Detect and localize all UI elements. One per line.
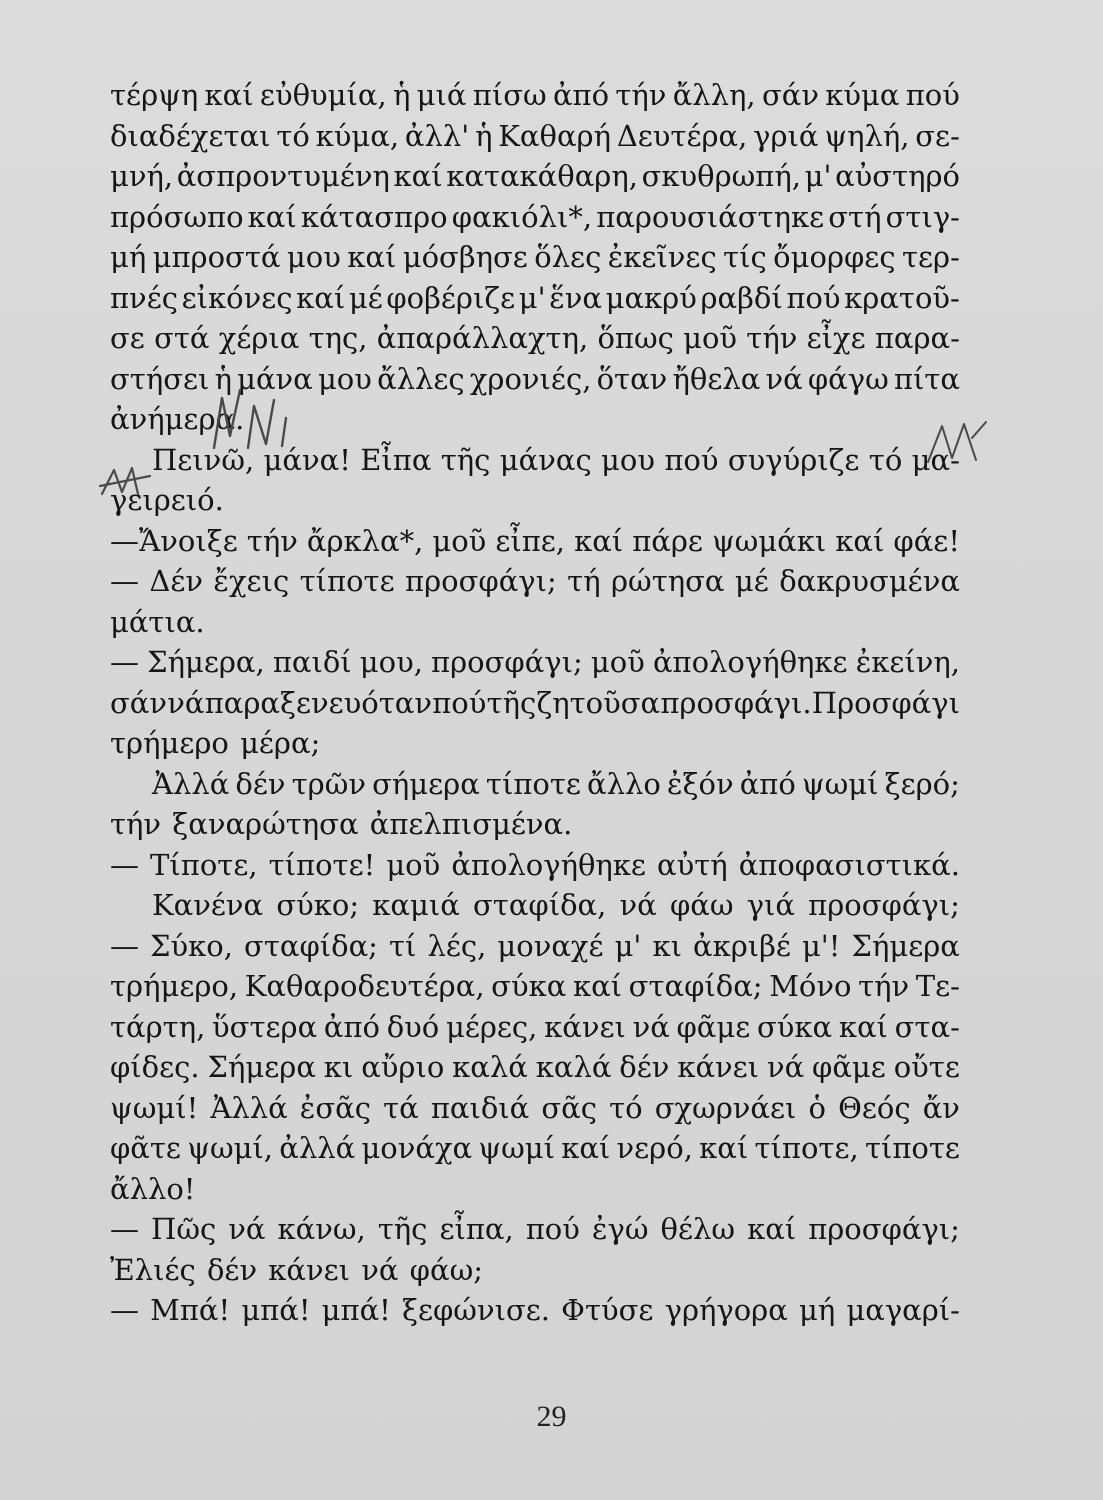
word: μα-	[911, 442, 960, 477]
word: τῆς	[440, 442, 491, 477]
word: ὕστερα	[212, 1009, 318, 1044]
text-line	[110, 318, 960, 359]
word: προσφάγι;	[808, 888, 960, 922]
word: καμιά	[372, 888, 460, 922]
word: μακρύ	[605, 280, 697, 315]
word: κάνει	[544, 1009, 626, 1044]
word: ξερό;	[884, 766, 960, 801]
word: χέρια	[218, 321, 300, 355]
word: καλά	[452, 1050, 528, 1084]
page-number: 29	[536, 1400, 567, 1433]
word: σύκο;	[276, 888, 360, 922]
word: ὅλες	[534, 240, 602, 274]
word: τίποτε!	[268, 847, 376, 882]
text-line	[110, 237, 960, 278]
word: ἕνα	[549, 280, 602, 315]
word: τήν	[858, 969, 910, 1003]
word: Εἶπα	[360, 442, 432, 477]
word: μου	[317, 361, 372, 396]
text-line	[110, 116, 960, 157]
word: ἄλλο	[587, 766, 661, 801]
word: σᾶς	[541, 1090, 597, 1125]
word: ἀπαράλλαχτη,	[376, 321, 589, 355]
word: τίποτε	[485, 766, 581, 801]
word: τῆς	[377, 1212, 428, 1246]
word: κύμα,	[315, 118, 400, 153]
word: ζητοῦσα	[536, 685, 661, 720]
word: τήν	[615, 78, 667, 112]
word: Σήμερα	[851, 928, 960, 963]
word: ἀποφασιστικά.	[738, 847, 960, 882]
word: στιγ-	[885, 199, 960, 234]
word: Καθαροδευτέρα,	[244, 969, 485, 1003]
word: παιδί	[272, 645, 352, 679]
word: γριά	[753, 118, 819, 153]
word: πού	[432, 685, 487, 720]
word: ψωμί!	[110, 1090, 199, 1125]
word: μοῦ	[386, 847, 441, 882]
word: μέρες,	[445, 1009, 538, 1044]
word: γρήγορα	[664, 1293, 788, 1327]
word: πίτα	[893, 361, 960, 396]
word: ψωμάκι	[711, 523, 827, 558]
word: ὄμορφες	[773, 240, 896, 274]
word: μ'!	[801, 928, 841, 963]
word: Πῶς	[151, 1212, 217, 1246]
word: προσφάγι;	[431, 645, 583, 679]
word: καί	[747, 1212, 797, 1246]
text-line	[110, 1088, 960, 1129]
word: σταφίδα,	[472, 888, 607, 922]
word: ἐκεῖνες	[607, 240, 717, 274]
word: καί	[835, 523, 885, 558]
word: οὔτε	[893, 1050, 960, 1084]
word: προσφάγι;	[808, 1212, 960, 1246]
word: ἄν	[922, 1090, 960, 1125]
word: μου	[601, 442, 655, 477]
word: μνή,	[110, 159, 174, 193]
word: εἶπε,	[495, 523, 566, 558]
word: ἀπό	[739, 766, 796, 801]
word: στά	[154, 321, 210, 355]
word: τή	[567, 564, 601, 598]
word: σύκα	[491, 969, 567, 1003]
word: μαγαρί-	[846, 1293, 960, 1327]
word: φᾶμε	[676, 1009, 751, 1044]
word: σύκα	[756, 1009, 833, 1044]
word: τί	[389, 928, 417, 963]
word: —	[110, 1293, 139, 1327]
word: —Ἄνοιξε	[110, 523, 238, 558]
word: εἰκόνες	[181, 280, 293, 315]
text-line	[110, 764, 960, 805]
text-line: μάτια.	[110, 604, 205, 639]
word: σάν	[761, 78, 819, 112]
word: μοῦ	[683, 321, 738, 355]
word: εὐθυμία,	[259, 78, 387, 112]
word: —	[110, 1212, 139, 1246]
word: σταφίδα;	[244, 928, 378, 963]
word: πρόσωπο	[110, 199, 244, 234]
word: Κανένα	[152, 888, 264, 922]
word: μέ	[734, 564, 769, 598]
text-line: τήν ξαναρώτησα ἀπελπισμένα.	[110, 807, 573, 841]
word: δακρυσμένα	[779, 564, 960, 598]
word: τίς	[723, 240, 767, 274]
word: Φτύσε	[561, 1293, 654, 1327]
word: εἶπα,	[439, 1212, 514, 1246]
text-line	[110, 440, 960, 481]
word: νά	[632, 1009, 670, 1044]
word: στή	[828, 199, 882, 234]
word: Προσφάγι	[811, 685, 960, 720]
word: κι	[323, 1050, 354, 1084]
text-line	[110, 521, 960, 562]
word: Θεός	[838, 1090, 911, 1125]
word: νά	[167, 685, 205, 720]
word: ἀλλά	[279, 1131, 356, 1165]
word: φοβέριζε	[386, 280, 516, 315]
word: πνές	[110, 280, 178, 315]
word: σε	[110, 321, 145, 355]
word: κάτασπρο	[300, 199, 448, 234]
text-line	[110, 885, 960, 926]
word: συγύριζε	[727, 442, 860, 477]
word: Ἀλλά	[210, 1090, 288, 1125]
word: Τε-	[915, 969, 960, 1003]
text-line	[110, 156, 960, 197]
word: καί	[572, 969, 623, 1003]
word: πάρε	[632, 523, 703, 558]
word: πού	[905, 78, 960, 112]
word: ψωμί	[801, 766, 879, 801]
text-line	[110, 197, 960, 238]
word: ψωμί,	[187, 1131, 274, 1165]
word: Σήμερα,	[147, 645, 265, 679]
word: μόσβησε	[402, 240, 528, 274]
word: νά	[228, 1212, 266, 1246]
word: Σύκο,	[150, 928, 233, 963]
text-line	[110, 561, 960, 602]
word: ψωμί	[478, 1131, 555, 1165]
word: νά	[766, 1050, 805, 1084]
word: ἐξόν	[666, 766, 734, 801]
word: παραξενευόταν	[204, 685, 432, 720]
word: Καθαρή	[498, 118, 611, 153]
word: κάνει	[677, 1050, 760, 1084]
text-line	[110, 1290, 960, 1331]
word: πίσω	[472, 78, 547, 112]
word: μάνα!	[263, 442, 351, 477]
word: καί	[247, 199, 297, 234]
word: καί	[393, 159, 443, 193]
word: τῆς	[486, 685, 537, 720]
text-line	[110, 1007, 960, 1048]
word: ἀσπροντυμένη	[176, 159, 390, 193]
word: τό	[276, 118, 310, 153]
word: τά	[383, 1090, 419, 1125]
text-line	[110, 75, 960, 116]
word: Πεινῶ,	[152, 442, 255, 477]
word: δέν	[619, 1050, 670, 1084]
word: θέλω	[660, 1212, 736, 1246]
word: ραβδί	[700, 280, 783, 315]
word: τίποτε	[299, 564, 395, 598]
word: ἄλλες	[377, 361, 465, 396]
word: φάγω	[807, 361, 889, 396]
word: Τίποτε,	[150, 847, 258, 882]
word: φάω	[669, 888, 734, 922]
word: τάρτη,	[110, 1009, 206, 1044]
word: ἡ	[475, 118, 493, 153]
word: τό	[868, 442, 903, 477]
word: πού	[525, 1212, 580, 1246]
word: ὁ	[808, 1090, 826, 1125]
body-text	[110, 75, 960, 1331]
text-line	[110, 642, 960, 683]
text-line	[110, 845, 960, 886]
word: καί	[347, 240, 397, 274]
text-line: Ἐλιές δέν κάνει νά φάω;	[110, 1252, 483, 1287]
word: μονάχα	[361, 1131, 473, 1165]
text-line: τρήμερο μέρα;	[110, 726, 321, 760]
word: ἀπολογήθηκε	[652, 645, 848, 679]
word: φακιόλι*,	[451, 199, 593, 234]
word: —	[110, 645, 139, 679]
word: αὔριο	[361, 1050, 445, 1084]
word: ἀπό	[552, 78, 610, 112]
word: ξεφώνισε.	[402, 1293, 550, 1327]
word: τήν	[746, 321, 798, 355]
word: μέ	[348, 280, 383, 315]
text-line: ἀνήμερα.	[110, 402, 245, 436]
word: ὅπως	[597, 321, 674, 355]
text-line	[110, 1128, 960, 1169]
text-line	[110, 966, 960, 1007]
word: σε-	[915, 118, 960, 153]
word: μή	[110, 240, 147, 274]
word: μάνας	[499, 442, 592, 477]
word: τό	[609, 1090, 643, 1125]
word: κύμα	[825, 78, 900, 112]
word: ἀλλ'	[404, 118, 470, 153]
word: προσφάγι.	[660, 685, 812, 720]
word: κάνω,	[277, 1212, 366, 1246]
word: της,	[308, 321, 368, 355]
word: δυό	[386, 1009, 440, 1044]
word: τρῶν	[291, 766, 367, 801]
word: ἤθελα	[672, 361, 761, 396]
word: —	[110, 847, 139, 882]
word: προσφάγι;	[405, 564, 557, 598]
word: μπά!	[241, 1293, 311, 1327]
word: παρα-	[874, 321, 960, 355]
word: Μπά!	[150, 1293, 231, 1327]
word: φᾶμε	[812, 1050, 886, 1084]
word: φᾶτε	[110, 1131, 181, 1165]
word: πού	[664, 442, 719, 477]
word: ἀπολογήθηκε	[451, 847, 646, 882]
word: μ'	[518, 280, 546, 315]
word: ὅταν	[596, 361, 668, 396]
word: γιά	[746, 888, 795, 922]
word: καί	[561, 1131, 611, 1165]
word: τίποτε,	[754, 1131, 859, 1165]
word: σάν	[110, 685, 168, 720]
word: ψηλή,	[824, 118, 910, 153]
word: ἀκριβέ	[692, 928, 791, 963]
word: μιά	[416, 78, 467, 112]
word: ἔχεις	[213, 564, 290, 598]
word: τίποτε	[864, 1131, 960, 1165]
word: καί	[204, 78, 254, 112]
word: —	[110, 564, 139, 598]
word: πού	[786, 280, 841, 315]
word: νά	[619, 888, 657, 922]
text-line	[110, 278, 960, 319]
word: καί	[574, 523, 624, 558]
word: φάε!	[893, 523, 960, 558]
word: εἶχε	[806, 321, 866, 355]
word: χρονιές,	[469, 361, 592, 396]
word: παιδιά	[430, 1090, 530, 1125]
word: μου	[286, 240, 341, 274]
word: κι	[652, 928, 682, 963]
word: Μόνο	[769, 969, 852, 1003]
word: νά	[765, 361, 803, 396]
word: καί	[838, 1009, 888, 1044]
word: σταφίδα;	[628, 969, 763, 1003]
word: τρήμερο,	[110, 969, 239, 1003]
word: νερό,	[616, 1131, 693, 1165]
text-line	[110, 1209, 960, 1250]
text-line	[110, 359, 960, 400]
word: τερ-	[901, 240, 960, 274]
word: μπά!	[321, 1293, 391, 1327]
word: κρατοῦ-	[844, 280, 960, 315]
text-line	[110, 926, 960, 967]
word: μου,	[359, 645, 423, 679]
text-line: ἄλλο!	[110, 1171, 196, 1206]
word: διαδέχεται	[110, 118, 271, 153]
word: στα-	[894, 1009, 960, 1044]
word: μπροστά	[152, 240, 281, 274]
word: μοῦ	[432, 523, 487, 558]
word: αὐτή	[657, 847, 728, 882]
word: φίδες.	[110, 1050, 200, 1084]
word: καλά	[535, 1050, 612, 1084]
text-line	[110, 1047, 960, 1088]
word: μ'	[804, 159, 832, 193]
word: τέρψη	[110, 78, 199, 112]
word: τήν	[246, 523, 298, 558]
word: σήμερα	[372, 766, 480, 801]
word: μοναχέ	[497, 928, 604, 963]
word: ἐγώ	[591, 1212, 649, 1246]
word: μάνα	[237, 361, 313, 396]
word: αὐστηρό	[835, 159, 960, 193]
word: παρουσιάστηκε	[596, 199, 825, 234]
word: ἐσᾶς	[299, 1090, 371, 1125]
word: κατακάθαρη,	[446, 159, 638, 193]
word: Δέν	[149, 564, 204, 598]
word: σχωρνάει	[654, 1090, 797, 1125]
word: ἡ	[392, 78, 411, 112]
word: μή	[798, 1293, 836, 1327]
text-line: γειρειό.	[110, 483, 224, 517]
word: καί	[296, 280, 346, 315]
word: ρώτησα	[611, 564, 725, 598]
text-line	[110, 683, 960, 724]
word: μ'	[614, 928, 642, 963]
word: στήσει	[110, 361, 210, 396]
word: σκυθρωπή,	[641, 159, 801, 193]
word: λές,	[427, 928, 487, 963]
word: ἄρκλα*,	[306, 523, 424, 558]
word: Δευτέρα,	[616, 118, 748, 153]
word: ἄλλη,	[672, 78, 756, 112]
word: Σήμερα	[207, 1050, 316, 1084]
word: —	[110, 928, 139, 963]
word: Ἀλλά	[152, 766, 230, 801]
word: ἀπό	[323, 1009, 380, 1044]
word: δέν	[235, 766, 286, 801]
word: ἡ	[214, 361, 232, 396]
word: μοῦ	[590, 645, 645, 679]
word: ἐκείνη,	[855, 645, 960, 679]
word: καί	[699, 1131, 749, 1165]
